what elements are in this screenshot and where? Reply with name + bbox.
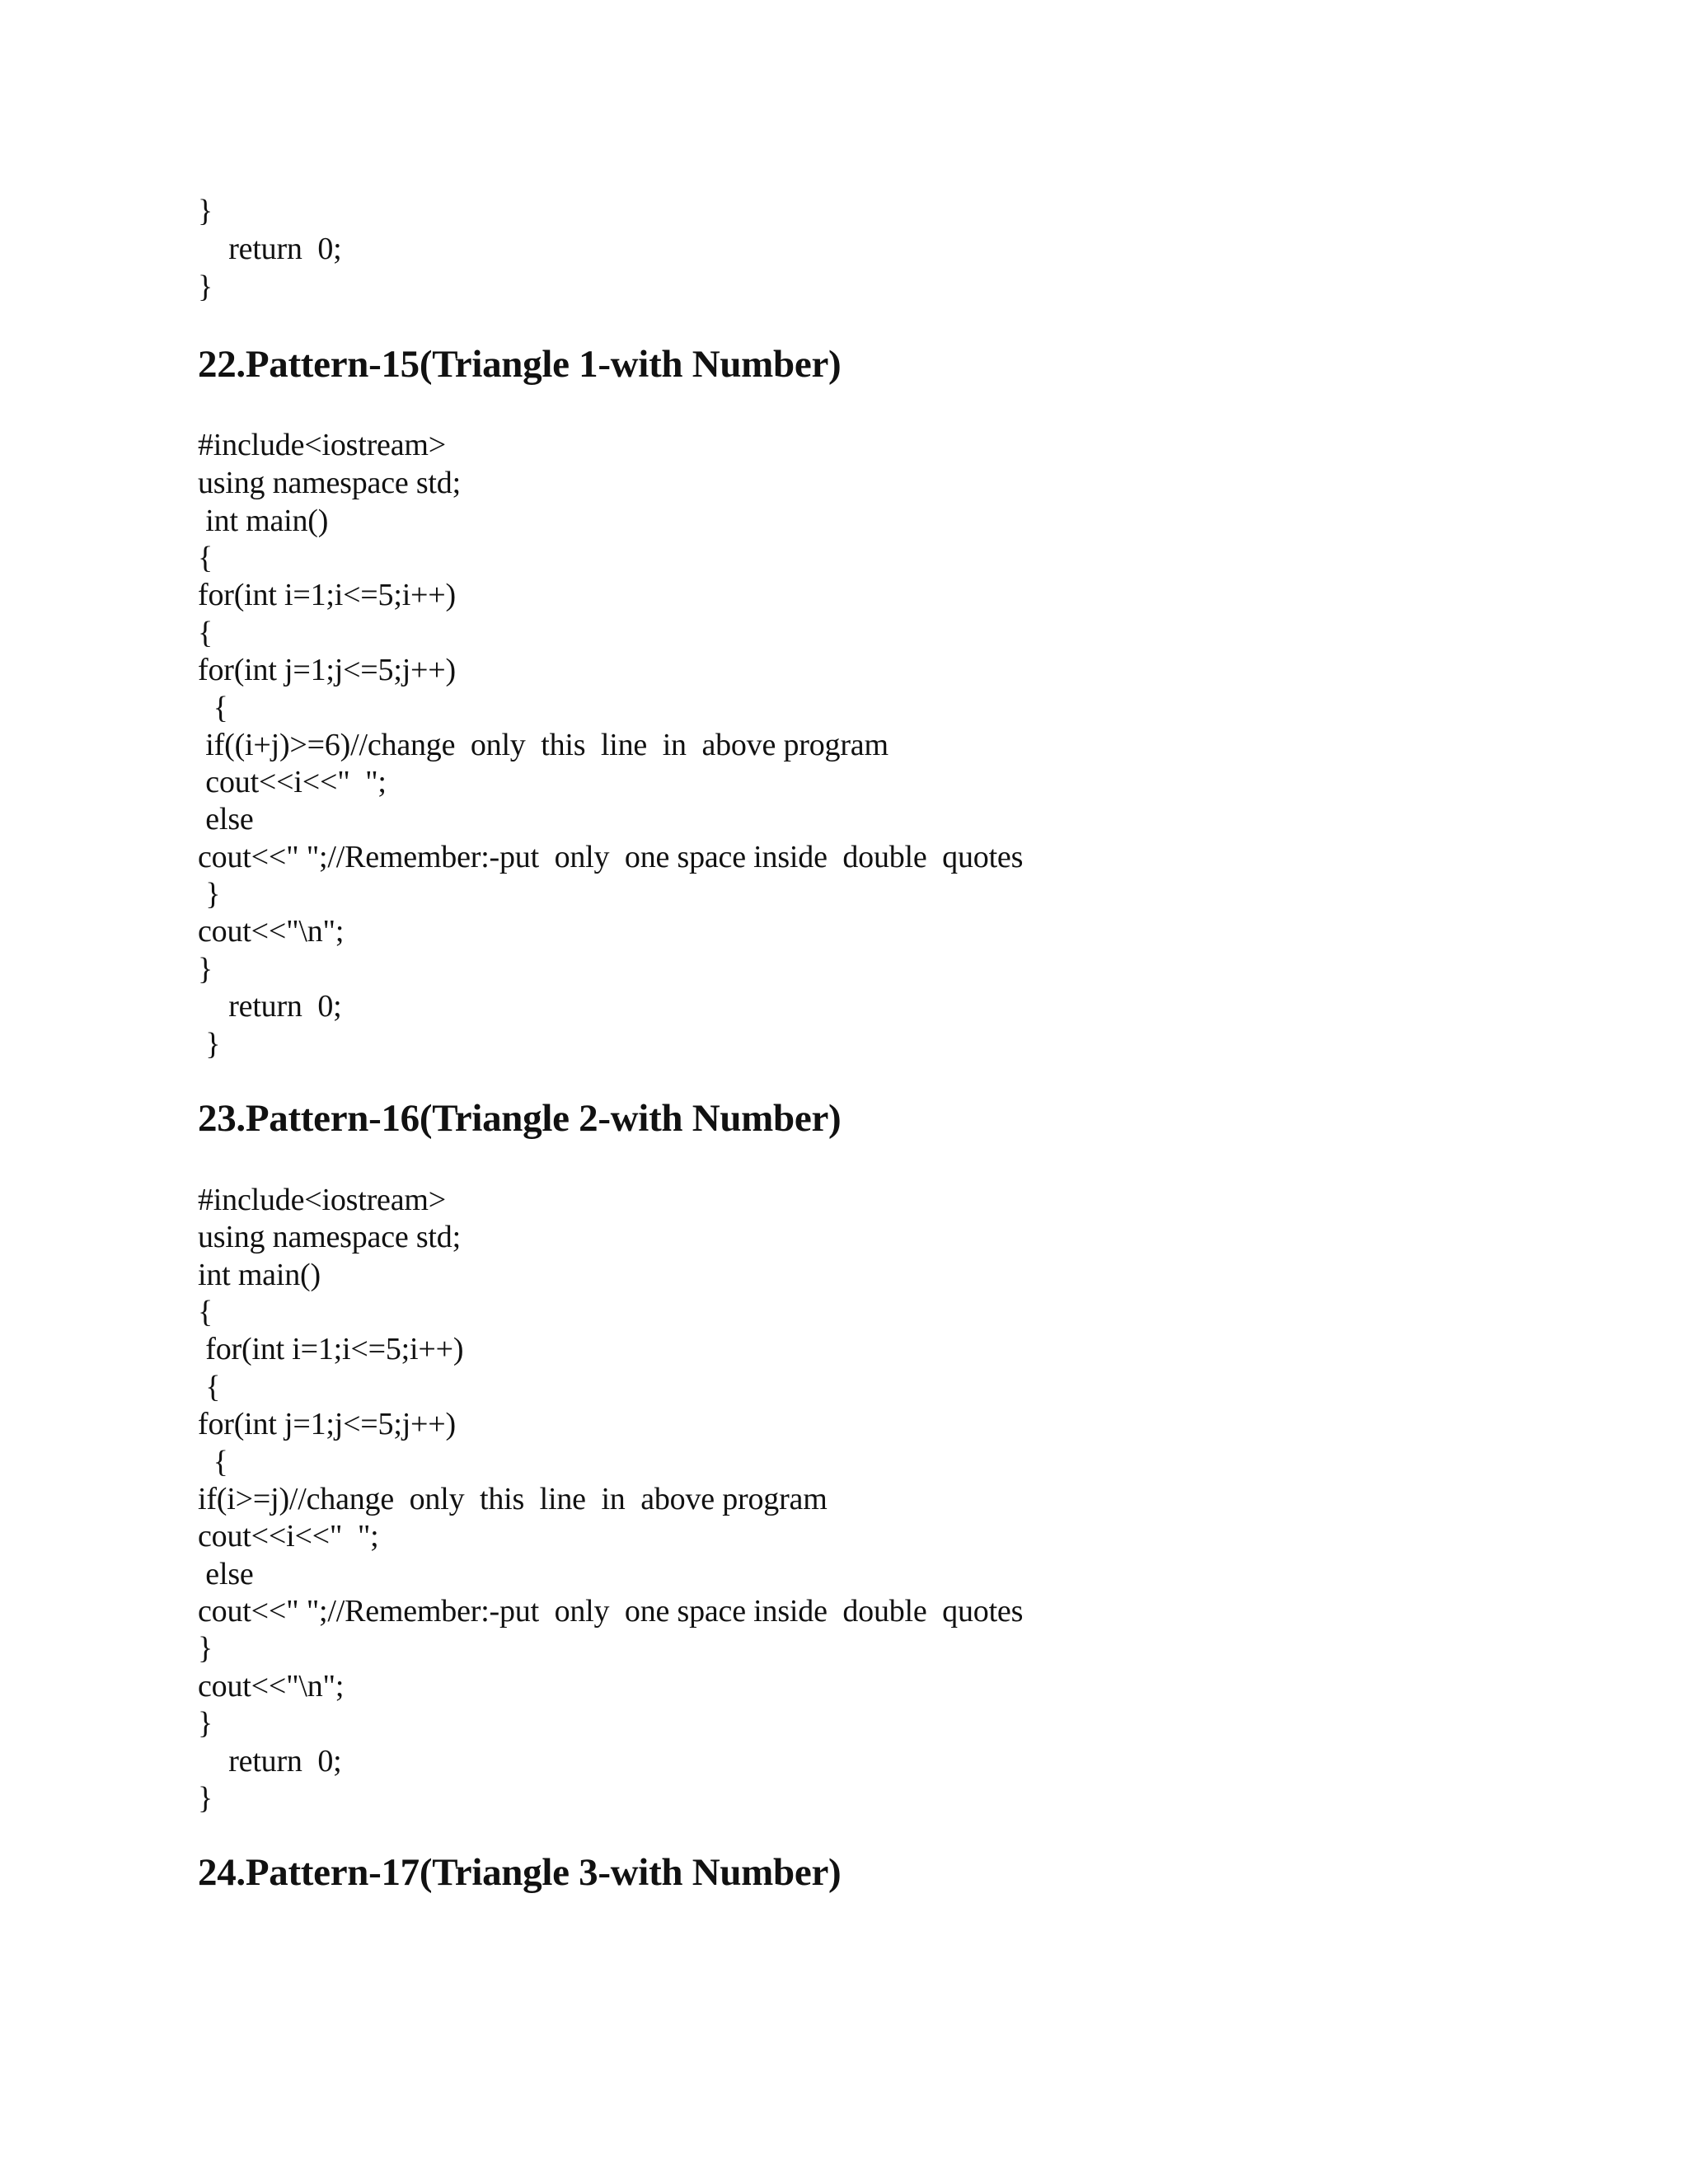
code-line: } xyxy=(198,1781,213,1816)
code-line: return 0; xyxy=(198,232,342,266)
section-heading: 23.Pattern-16(Triangle 2-with Number) xyxy=(198,1097,842,1140)
code-line: return 0; xyxy=(198,1744,342,1779)
code-line: { xyxy=(198,541,213,575)
code-line: #include<iostream> xyxy=(198,428,446,462)
code-line: { xyxy=(198,691,228,725)
code-line: } xyxy=(198,1706,213,1741)
code-line: { xyxy=(198,616,213,650)
code-line: using namespace std; xyxy=(198,1220,461,1254)
code-line: } xyxy=(198,1027,221,1062)
code-line: { xyxy=(198,1295,213,1329)
section-heading: 24.Pattern-17(Triangle 3-with Number) xyxy=(198,1851,842,1894)
code-line: return 0; xyxy=(198,989,342,1024)
code-line: } xyxy=(198,952,213,987)
code-line: for(int j=1;j<=5;j++) xyxy=(198,1407,456,1441)
code-line: else xyxy=(198,1557,254,1591)
code-line: for(int i=1;i<=5;i++) xyxy=(198,578,456,612)
code-line: } xyxy=(198,194,213,228)
code-line: { xyxy=(198,1445,228,1479)
code-line: cout<<"\n"; xyxy=(198,914,345,949)
code-line: { xyxy=(198,1370,221,1404)
code-line: cout<<" ";//Remember:-put only one space inside double quotes xyxy=(198,1594,1024,1629)
code-line: cout<<i<<" "; xyxy=(198,765,387,799)
code-line: using namespace std; xyxy=(198,466,461,500)
code-line: cout<<i<<" "; xyxy=(198,1519,379,1554)
code-line: if(i>=j)//change only this line in above program xyxy=(198,1482,828,1516)
section-heading: 22.Pattern-15(Triangle 1-with Number) xyxy=(198,343,842,386)
code-line: for(int j=1;j<=5;j++) xyxy=(198,653,456,687)
code-line: cout<<" ";//Remember:-put only one space inside double quotes xyxy=(198,840,1024,874)
code-line: #include<iostream> xyxy=(198,1183,446,1217)
code-line: int main() xyxy=(198,504,329,538)
code-line: else xyxy=(198,802,254,837)
code-line: int main() xyxy=(198,1258,321,1292)
code-line: } xyxy=(198,877,221,912)
code-line: for(int i=1;i<=5;i++) xyxy=(198,1332,464,1366)
code-line: cout<<"\n"; xyxy=(198,1669,345,1704)
code-line: } xyxy=(198,1631,213,1666)
code-line: } xyxy=(198,269,213,304)
code-line: if((i+j)>=6)//change only this line in above program xyxy=(198,728,889,762)
